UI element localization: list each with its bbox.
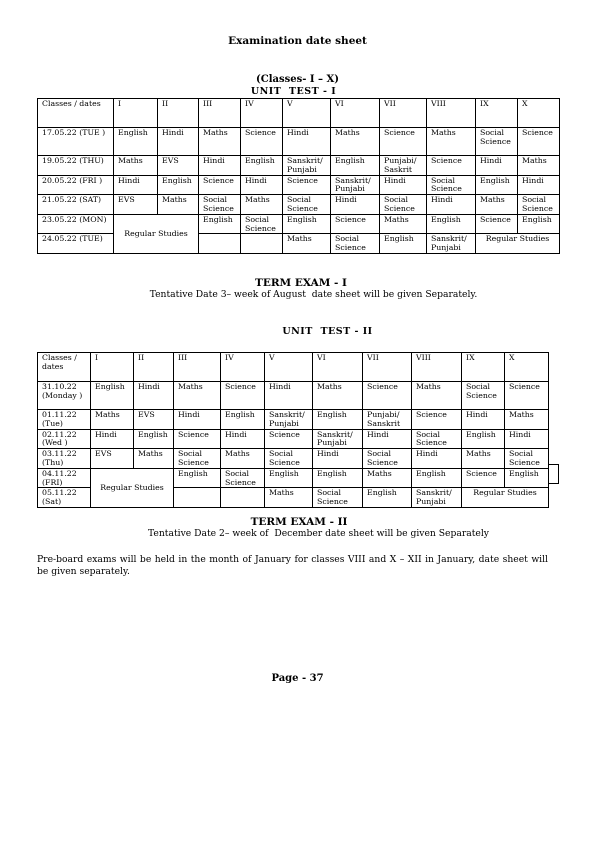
- header-class-column: VI: [313, 353, 363, 382]
- date-cell: 17.05.22 (TUE ): [38, 128, 114, 156]
- subject-cell: Science: [380, 128, 427, 156]
- subject-cell: Maths: [518, 156, 560, 176]
- subject-cell: Hindi: [313, 449, 363, 469]
- subject-cell: [221, 488, 265, 508]
- header-class-column: VII: [380, 99, 427, 128]
- header-class-column: II: [158, 99, 199, 128]
- merged-subject-cell: Regular Studies: [462, 488, 549, 508]
- subject-cell: Hindi: [380, 175, 427, 195]
- subject-cell: EVS: [114, 195, 158, 215]
- term-exam-2-heading: TERM EXAM - II: [250, 516, 348, 528]
- header-class-column: IV: [241, 99, 283, 128]
- subject-cell: Maths: [380, 214, 427, 234]
- date-cell: 01.11.22 (Tue): [38, 410, 91, 430]
- subject-cell: English: [114, 128, 158, 156]
- table-row: [38, 214, 560, 234]
- date-cell: 20.05.22 (FRI ): [38, 175, 114, 195]
- subject-cell: Maths: [313, 382, 363, 410]
- subject-cell: Social Science: [462, 382, 505, 410]
- subject-cell: Science: [476, 214, 518, 234]
- date-cell: 03.11.22 (Thu): [38, 449, 91, 469]
- date-cell: 31.10.22 (Monday ): [38, 382, 91, 410]
- subject-cell: Maths: [221, 449, 265, 469]
- subject-cell: Hindi: [363, 429, 412, 449]
- subject-cell: Maths: [427, 128, 476, 156]
- header-class-column: VIII: [427, 99, 476, 128]
- subject-cell: Maths: [331, 128, 380, 156]
- table-header-row: [38, 99, 560, 128]
- pre-board-notice: Pre-board exams will be held in the month of January for classes VIII and X – XII in January, date sheet will be given separately.: [37, 554, 548, 577]
- subject-cell: Punjabi/ Sanskrit: [363, 410, 412, 430]
- header-class-column: VII: [363, 353, 412, 382]
- date-cell: 05.11.22 (Sat): [38, 488, 91, 508]
- table-border-extension: [548, 464, 559, 484]
- subject-cell: Social Science: [427, 175, 476, 195]
- unit-test-2-heading: UNIT TEST - II: [282, 326, 373, 337]
- subject-cell: Science: [221, 382, 265, 410]
- date-cell: 23.05.22 (MON): [38, 214, 114, 234]
- subject-cell: Science: [518, 128, 560, 156]
- subject-cell: English: [134, 429, 174, 449]
- header-class-column: I: [114, 99, 158, 128]
- subject-cell: Maths: [462, 449, 505, 469]
- term-exam-2-note: Tentative Date 2– week of December date sheet will be given Separately: [148, 528, 489, 539]
- subject-cell: Science: [412, 410, 462, 430]
- subject-cell: Hindi: [518, 175, 560, 195]
- subject-cell: Social Science: [199, 195, 241, 215]
- merged-subject-cell: Regular Studies: [91, 468, 174, 507]
- subject-cell: English: [313, 410, 363, 430]
- subject-cell: Maths: [412, 382, 462, 410]
- subject-cell: Hindi: [221, 429, 265, 449]
- table-row: [38, 468, 549, 488]
- subject-cell: Science: [462, 468, 505, 488]
- header-class-column: IX: [476, 99, 518, 128]
- subject-cell: English: [265, 468, 313, 488]
- subject-cell: English: [91, 382, 134, 410]
- merged-subject-cell: Regular Studies: [114, 214, 199, 253]
- subject-cell: Science: [283, 175, 331, 195]
- subject-cell: Hindi: [134, 382, 174, 410]
- header-class-column: I: [91, 353, 134, 382]
- subject-cell: English: [221, 410, 265, 430]
- table-row: [38, 175, 560, 195]
- date-cell: 02.11.22 (Wed ): [38, 429, 91, 449]
- subject-cell: Sanskrit/ Punjabi: [427, 234, 476, 254]
- classes-heading: (Classes- I – X): [256, 74, 339, 85]
- table-row: [38, 195, 560, 215]
- page-number: Page - 37: [271, 673, 324, 684]
- subject-cell: Social Science: [313, 488, 363, 508]
- subject-cell: Hindi: [114, 175, 158, 195]
- subject-cell: Maths: [363, 468, 412, 488]
- subject-cell: Sanskrit/ Punjabi: [412, 488, 462, 508]
- subject-cell: [199, 234, 241, 254]
- subject-cell: English: [518, 214, 560, 234]
- subject-cell: Maths: [174, 382, 221, 410]
- subject-cell: English: [505, 468, 549, 488]
- subject-cell: English: [462, 429, 505, 449]
- subject-cell: Social Science: [265, 449, 313, 469]
- subject-cell: Science: [174, 429, 221, 449]
- subject-cell: Maths: [114, 156, 158, 176]
- subject-cell: Social Science: [476, 128, 518, 156]
- subject-cell: Hindi: [505, 429, 549, 449]
- subject-cell: Maths: [241, 195, 283, 215]
- subject-cell: Hindi: [265, 382, 313, 410]
- table-row: [38, 156, 560, 176]
- header-class-column: VI: [331, 99, 380, 128]
- subject-cell: Social Science: [283, 195, 331, 215]
- subject-cell: English: [199, 214, 241, 234]
- document-title: Examination date sheet: [228, 35, 367, 47]
- subject-cell: English: [331, 156, 380, 176]
- subject-cell: Hindi: [158, 128, 199, 156]
- table-row: [38, 410, 549, 430]
- subject-cell: Hindi: [283, 128, 331, 156]
- subject-cell: Maths: [283, 234, 331, 254]
- subject-cell: Science: [199, 175, 241, 195]
- subject-cell: Maths: [158, 195, 199, 215]
- header-class-column: X: [518, 99, 560, 128]
- table-row: [38, 128, 560, 156]
- subject-cell: Science: [265, 429, 313, 449]
- subject-cell: Hindi: [427, 195, 476, 215]
- subject-cell: [241, 234, 283, 254]
- subject-cell: English: [283, 214, 331, 234]
- subject-cell: Hindi: [331, 195, 380, 215]
- subject-cell: Social Science: [363, 449, 412, 469]
- subject-cell: Sanskrit/ Punjabi: [313, 429, 363, 449]
- unit-test-2-table: [37, 352, 549, 508]
- header-class-column: III: [199, 99, 241, 128]
- subject-cell: English: [380, 234, 427, 254]
- subject-cell: English: [476, 175, 518, 195]
- subject-cell: Maths: [476, 195, 518, 215]
- header-classes-dates: Classes / dates: [38, 353, 91, 382]
- header-class-column: IX: [462, 353, 505, 382]
- subject-cell: Hindi: [241, 175, 283, 195]
- subject-cell: Social Science: [518, 195, 560, 215]
- merged-subject-cell: Regular Studies: [476, 234, 560, 254]
- subject-cell: Maths: [199, 128, 241, 156]
- subject-cell: Science: [427, 156, 476, 176]
- header-class-column: X: [505, 353, 549, 382]
- header-class-column: VIII: [412, 353, 462, 382]
- subject-cell: English: [363, 488, 412, 508]
- subject-cell: Punjabi/ Saskrit: [380, 156, 427, 176]
- term-exam-1-note: Tentative Date 3– week of August date sheet will be given Separately.: [149, 289, 478, 300]
- header-class-column: V: [265, 353, 313, 382]
- header-class-column: V: [283, 99, 331, 128]
- term-exam-1-heading: TERM EXAM - I: [255, 277, 347, 289]
- subject-cell: Hindi: [476, 156, 518, 176]
- subject-cell: Social Science: [241, 214, 283, 234]
- subject-cell: Science: [505, 382, 549, 410]
- subject-cell: Maths: [91, 410, 134, 430]
- subject-cell: Social Science: [174, 449, 221, 469]
- subject-cell: Social Science: [412, 429, 462, 449]
- subject-cell: English: [412, 468, 462, 488]
- header-classes-dates: Classes / dates: [38, 99, 114, 128]
- subject-cell: Sanskrit/ Punjabi: [331, 175, 380, 195]
- subject-cell: English: [313, 468, 363, 488]
- table-row: [38, 449, 549, 469]
- subject-cell: Science: [331, 214, 380, 234]
- header-class-column: III: [174, 353, 221, 382]
- header-class-column: IV: [221, 353, 265, 382]
- date-cell: 21.05.22 (SAT): [38, 195, 114, 215]
- subject-cell: Social Science: [505, 449, 549, 469]
- subject-cell: Maths: [134, 449, 174, 469]
- subject-cell: English: [158, 175, 199, 195]
- subject-cell: EVS: [134, 410, 174, 430]
- subject-cell: English: [427, 214, 476, 234]
- table-header-row: [38, 353, 549, 382]
- subject-cell: Sanskrit/ Punjabi: [283, 156, 331, 176]
- subject-cell: Hindi: [199, 156, 241, 176]
- table-row: [38, 429, 549, 449]
- subject-cell: Hindi: [412, 449, 462, 469]
- subject-cell: Science: [363, 382, 412, 410]
- subject-cell: English: [174, 468, 221, 488]
- table-row: [38, 382, 549, 410]
- date-cell: 24.05.22 (TUE): [38, 234, 114, 254]
- subject-cell: Hindi: [91, 429, 134, 449]
- subject-cell: Sanskrit/ Punjabi: [265, 410, 313, 430]
- subject-cell: Social Science: [221, 468, 265, 488]
- date-cell: 04.11.22 (FRI): [38, 468, 91, 488]
- subject-cell: Maths: [505, 410, 549, 430]
- subject-cell: Maths: [265, 488, 313, 508]
- subject-cell: Social Science: [331, 234, 380, 254]
- unit-test-1-table: [37, 98, 560, 254]
- subject-cell: [174, 488, 221, 508]
- subject-cell: Social Science: [380, 195, 427, 215]
- subject-cell: EVS: [158, 156, 199, 176]
- subject-cell: Science: [241, 128, 283, 156]
- unit-test-1-heading: UNIT TEST - I: [250, 86, 337, 97]
- date-cell: 19.05.22 (THU): [38, 156, 114, 176]
- subject-cell: Hindi: [462, 410, 505, 430]
- header-class-column: II: [134, 353, 174, 382]
- subject-cell: English: [241, 156, 283, 176]
- subject-cell: Hindi: [174, 410, 221, 430]
- subject-cell: EVS: [91, 449, 134, 469]
